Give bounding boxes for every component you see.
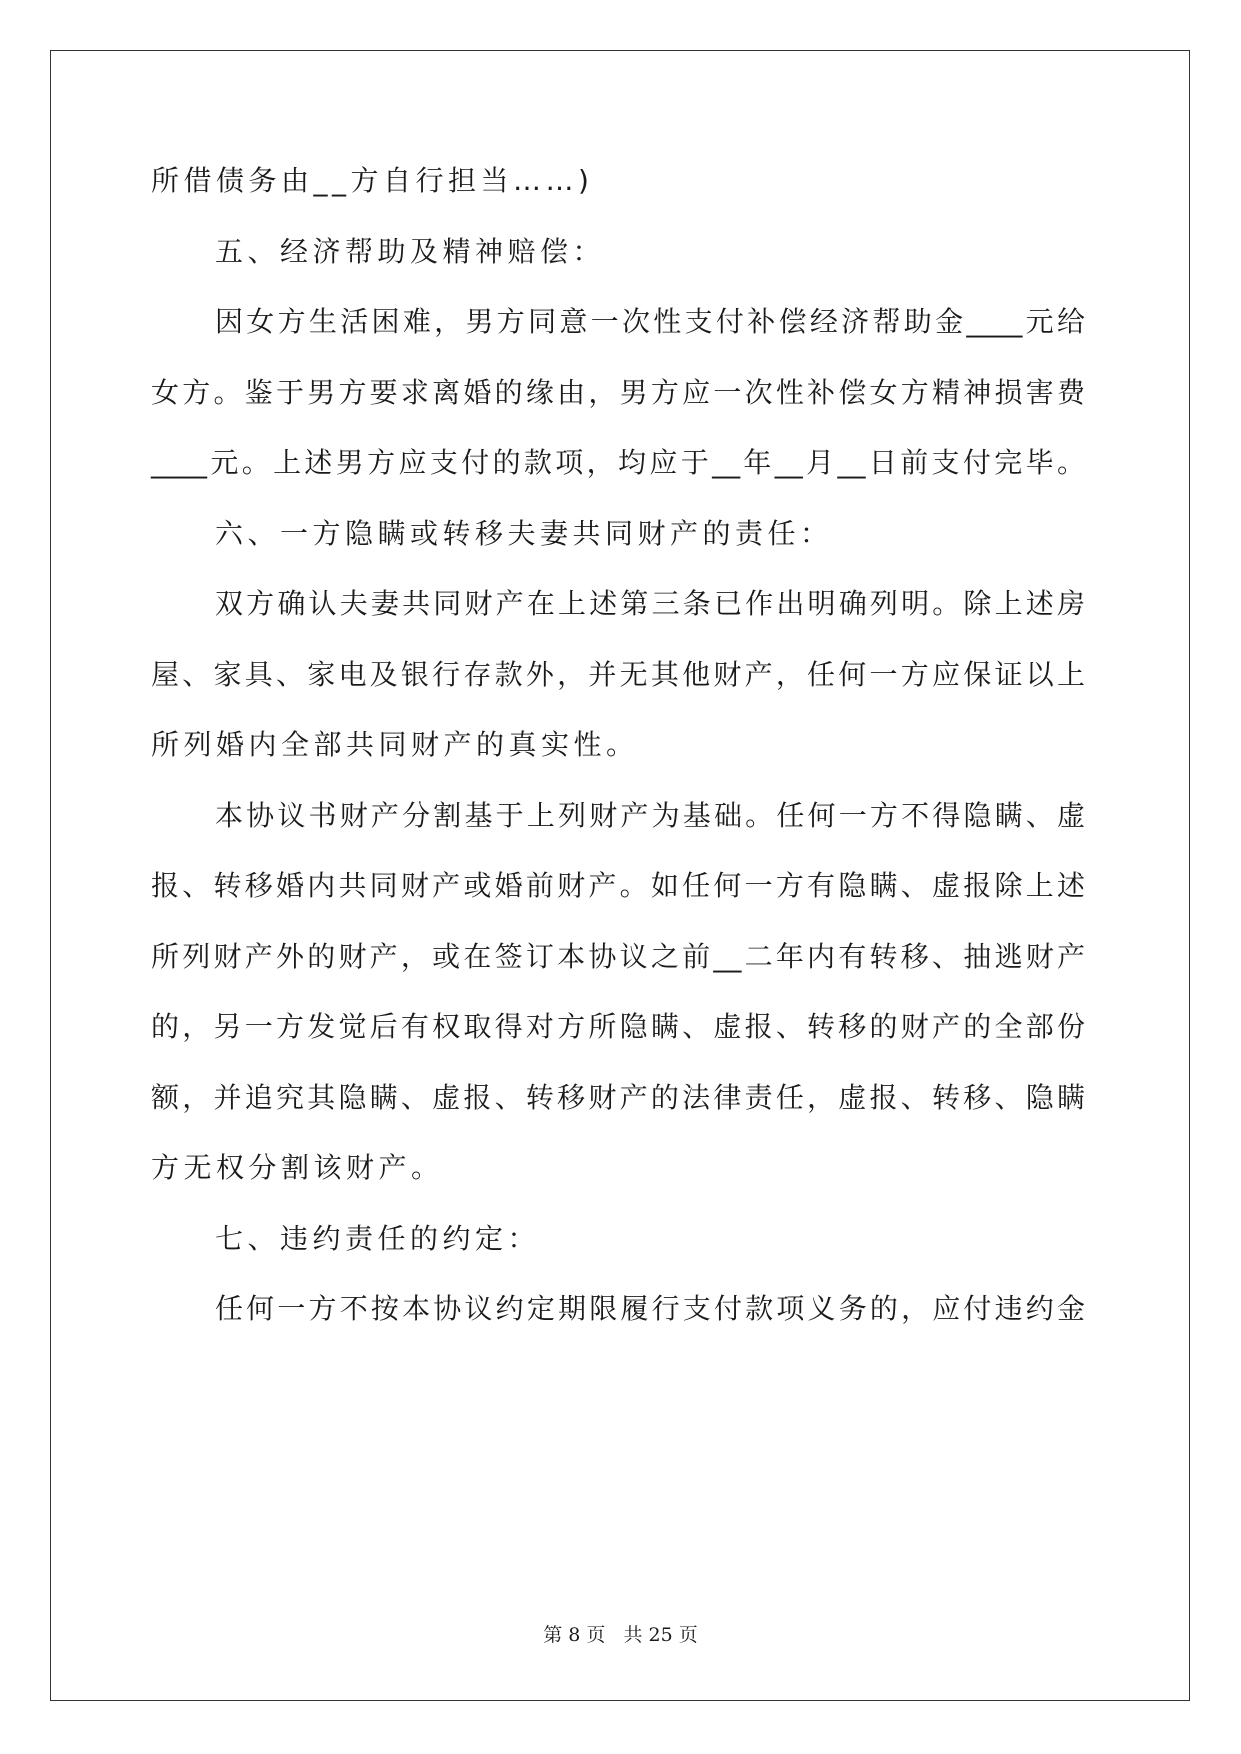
text-line: ____元。上述男方应支付的款项，均应于__年__月__日前支付完毕。 [151, 446, 1085, 479]
text-line: 女方。鉴于男方要求离婚的缘由，男方应一次性补偿女方精神损害费 [151, 376, 1085, 409]
text-line: 报、转移婚内共同财产或婚前财产。如任何一方有隐瞒、虚报除上述 [151, 869, 1085, 902]
text-line: 所列婚内全部共同财产的真实性。 [151, 728, 639, 761]
text-line: 六、一方隐瞒或转移夫妻共同财产的责任： [215, 517, 833, 550]
text-line: 所列财产外的财产，或在签订本协议之前__二年内有转移、抽逃财产 [151, 940, 1085, 973]
text-line: 的，另一方发觉后有权取得对方所隐瞒、虚报、转移的财产的全部份 [151, 1010, 1085, 1043]
page-total: 共 25 页 [623, 1624, 698, 1646]
text-line: 方无权分割该财产。 [151, 1151, 444, 1184]
text-line: 五、经济帮助及精神赔偿： [215, 235, 606, 268]
page-number: 第 8 页 [543, 1624, 606, 1646]
page-footer [0, 1623, 1241, 1647]
text-line: 因女方生活困难，男方同意一次性支付补偿经济帮助金____元给 [215, 305, 1085, 338]
text-line: 双方确认夫妻共同财产在上述第三条已作出明确列明。除上述房 [215, 587, 1085, 620]
text-line: 七、违约责任的约定： [215, 1222, 541, 1255]
text-line: 所借债务由__方自行担当……) [151, 164, 594, 197]
text-line: 本协议书财产分割基于上列财产为基础。任何一方不得隐瞒、虚 [215, 799, 1085, 832]
text-line: 屋、家具、家电及银行存款外，并无其他财产，任何一方应保证以上 [151, 658, 1085, 691]
text-line: 任何一方不按本协议约定期限履行支付款项义务的，应付违约金 [215, 1292, 1085, 1325]
text-line: 额，并追究其隐瞒、虚报、转移财产的法律责任，虚报、转移、隐瞒 [151, 1081, 1085, 1114]
